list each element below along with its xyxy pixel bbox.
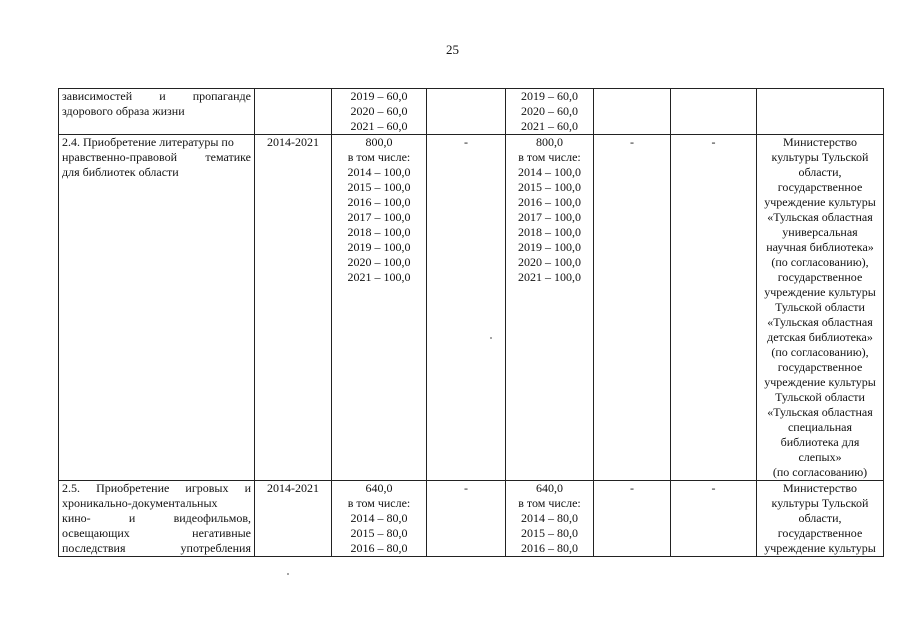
funding-line: 2015 – 80,0 <box>350 526 408 540</box>
executor-line: области, <box>798 511 842 525</box>
table-row-continuation <box>59 89 884 135</box>
funding-line: 640,0 <box>365 481 393 495</box>
measure-name-line <box>62 511 251 526</box>
funding-line: 2014 – 100,0 <box>347 165 411 179</box>
measure-name-line: 2.4. Приобретение литературы по <box>62 135 234 149</box>
word: употребления <box>180 541 251 555</box>
executor-line: Министерство <box>783 481 857 495</box>
funding-line: 2021 – 100,0 <box>518 270 581 284</box>
executor-line: Тульской области <box>775 300 865 314</box>
regional-funding-cell <box>506 481 594 557</box>
total-funding-cell <box>332 481 427 557</box>
funding-line: 2015 – 80,0 <box>521 526 578 540</box>
word: игровых <box>185 481 229 495</box>
executor-line: государственное <box>777 180 863 194</box>
executor-cell <box>757 135 884 481</box>
funding-line: 800,0 <box>536 135 563 149</box>
funding-line: 2020 – 60,0 <box>350 104 408 118</box>
executor-cell <box>757 481 884 557</box>
funding-line: 2014 – 80,0 <box>350 511 408 525</box>
word: и <box>244 481 251 495</box>
executor-line: учреждение культуры <box>764 541 876 555</box>
executor-line: (по согласованию), <box>771 345 869 359</box>
funding-line: 2019 – 60,0 <box>350 89 408 103</box>
executor-line: «Тульская областная <box>767 405 873 419</box>
executor-line: научная библиотека» <box>766 240 874 254</box>
table-row-2-4 <box>59 135 884 481</box>
funding-line: 2015 – 100,0 <box>518 180 581 194</box>
word: кино- <box>62 511 91 525</box>
funding-line: 800,0 <box>365 135 393 149</box>
word: и <box>128 511 136 525</box>
scan-artifact <box>490 337 492 339</box>
word: нравственно-правовой <box>62 150 178 164</box>
measure-name-cell <box>59 135 255 481</box>
measure-name-line: для библиотек области <box>62 165 179 179</box>
funding-line: 2021 – 100,0 <box>347 270 411 284</box>
funding-line: 2021 – 60,0 <box>521 119 578 133</box>
funding-line: 2019 – 100,0 <box>347 240 411 254</box>
federal-funding-cell: - <box>427 135 506 481</box>
measure-name-line <box>62 481 251 496</box>
funding-line: 2018 – 100,0 <box>347 225 411 239</box>
funding-line: 640,0 <box>536 481 563 495</box>
executor-line: культуры Тульской <box>771 496 869 510</box>
word: тематике <box>205 150 251 164</box>
executor-line: государственное <box>777 526 863 540</box>
measure-name-cell <box>59 89 255 135</box>
word: видеофильмов, <box>173 511 251 525</box>
measure-name-line <box>62 526 251 541</box>
word: пропаганде <box>192 89 251 103</box>
measure-name-line: хроникально-документальных <box>62 496 218 510</box>
funding-line: 2017 – 100,0 <box>347 210 411 224</box>
executor-line: культуры Тульской <box>771 150 869 164</box>
federal-funding-cell <box>427 89 506 135</box>
executor-line: слепых» <box>798 450 842 464</box>
table-row-2-5 <box>59 481 884 557</box>
funding-line: 2019 – 100,0 <box>518 240 581 254</box>
funding-line: 2021 – 60,0 <box>350 119 408 133</box>
executor-line: (по согласованию), <box>771 255 869 269</box>
local-funding-cell: - <box>594 481 671 557</box>
executor-line: учреждение культуры <box>764 375 876 389</box>
funding-line: 2018 – 100,0 <box>518 225 581 239</box>
executor-line: детская библиотека» <box>767 330 873 344</box>
other-funding-cell <box>671 89 757 135</box>
other-funding-cell: - <box>671 481 757 557</box>
program-measures-table <box>58 88 884 557</box>
funding-line: в том числе: <box>518 496 581 510</box>
word: и <box>159 89 166 103</box>
local-funding-cell: - <box>594 135 671 481</box>
measure-name-cell <box>59 481 255 557</box>
measure-name-line <box>62 541 251 556</box>
funding-line: 2017 – 100,0 <box>518 210 581 224</box>
funding-line: 2016 – 80,0 <box>521 541 578 555</box>
funding-line: 2014 – 80,0 <box>521 511 578 525</box>
executor-line: области, <box>798 165 842 179</box>
funding-line: в том числе: <box>347 496 411 510</box>
executor-line: государственное <box>777 360 863 374</box>
word: негативные <box>192 526 251 540</box>
executor-line: библиотека для <box>780 435 860 449</box>
funding-line: 2020 – 100,0 <box>347 255 411 269</box>
federal-funding-cell: - <box>427 481 506 557</box>
funding-line: 2016 – 100,0 <box>518 195 581 209</box>
regional-funding-cell <box>506 135 594 481</box>
funding-line: 2016 – 100,0 <box>347 195 411 209</box>
funding-line: 2019 – 60,0 <box>521 89 578 103</box>
funding-line: в том числе: <box>347 150 411 164</box>
funding-line: в том числе: <box>518 150 581 164</box>
executor-line: специальная <box>787 420 853 434</box>
years-cell <box>255 89 332 135</box>
funding-line: 2016 – 80,0 <box>350 541 408 555</box>
years-cell: 2014-2021 <box>255 135 332 481</box>
word: последствия <box>62 541 126 555</box>
executor-cell <box>757 89 884 135</box>
executor-line: «Тульская областная <box>767 210 873 224</box>
years-cell: 2014-2021 <box>255 481 332 557</box>
funding-line: 2015 – 100,0 <box>347 180 411 194</box>
measure-name-line: здорового образа жизни <box>62 104 185 118</box>
executor-line: универсальная <box>782 225 858 239</box>
measure-name-line <box>62 150 251 165</box>
total-funding-cell <box>332 135 427 481</box>
word: зависимостей <box>62 89 133 103</box>
word: освещающих <box>62 526 130 540</box>
measure-name-line <box>62 89 251 104</box>
local-funding-cell <box>594 89 671 135</box>
executor-line: государственное <box>777 270 863 284</box>
scan-artifact <box>287 573 289 575</box>
executor-line: «Тульская областная <box>767 315 873 329</box>
other-funding-cell: - <box>671 135 757 481</box>
word: 2.5. <box>62 481 80 495</box>
word: Приобретение <box>96 481 170 495</box>
funding-line: 2020 – 100,0 <box>518 255 581 269</box>
executor-line: учреждение культуры <box>764 285 876 299</box>
regional-funding-cell <box>506 89 594 135</box>
total-funding-cell <box>332 89 427 135</box>
page-number: 25 <box>446 42 459 57</box>
funding-line: 2014 – 100,0 <box>518 165 581 179</box>
executor-line: Министерство <box>783 135 857 149</box>
executor-line: учреждение культуры <box>764 195 876 209</box>
executor-line: (по согласованию) <box>772 465 868 479</box>
funding-line: 2020 – 60,0 <box>521 104 578 118</box>
executor-line: Тульской области <box>775 390 865 404</box>
